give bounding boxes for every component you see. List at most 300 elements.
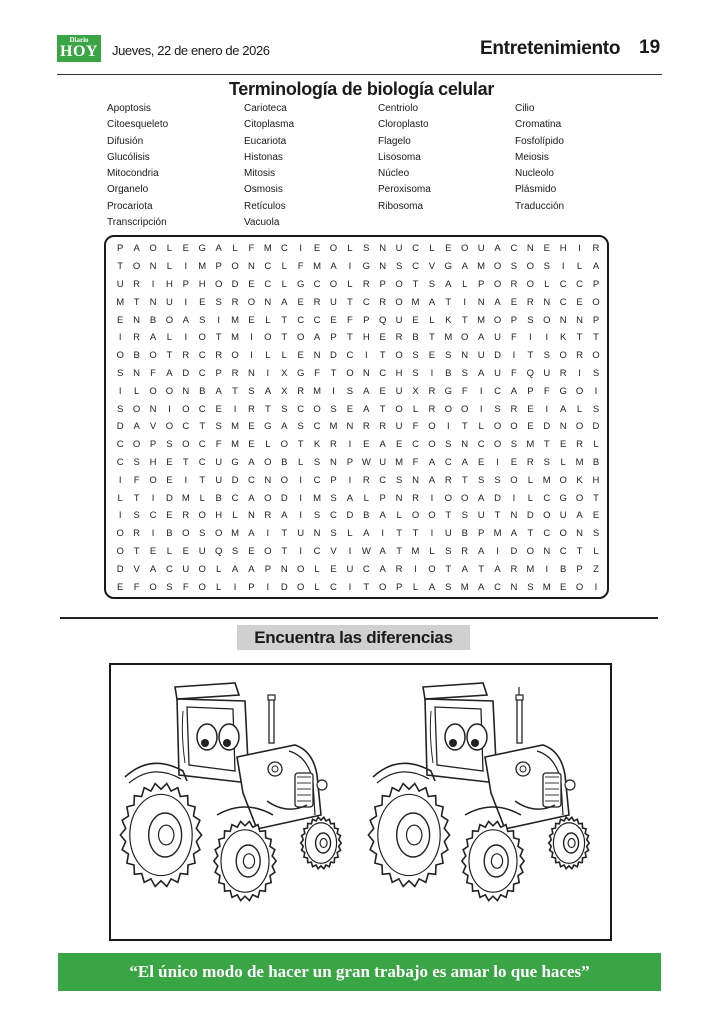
grid-letter: N [559,314,567,326]
grid-letter: M [526,439,535,451]
grid-letter: R [576,350,584,362]
grid-letter: E [166,510,173,522]
grid-letter: L [593,545,599,557]
grid-letter: I [479,385,483,397]
grid-letter: S [592,528,600,540]
grid-letter: I [512,492,516,504]
grid-letter: N [477,296,485,308]
grid-letter: H [592,474,600,486]
grid-letter: R [362,278,370,290]
grid-letter: O [329,243,338,255]
grid-letter: M [263,243,272,255]
grid-letter: A [379,510,386,522]
grid-letter: R [297,385,305,397]
grid-letter: S [297,421,304,433]
grid-letter: I [266,581,270,593]
grid-letter: I [561,261,565,273]
grid-letter: Q [526,367,535,379]
grid-letter: L [232,510,238,522]
grid-letter: P [527,385,534,397]
grid-letter: E [477,456,485,468]
grid-row [112,240,604,258]
grid-letter: O [264,545,272,557]
grid-letter: O [280,474,288,486]
grid-letter: E [363,439,370,451]
grid-letter: S [313,456,321,468]
grid-letter: C [231,492,239,504]
grid-letter: L [576,261,583,273]
grid-letter: L [314,581,320,593]
grid-letter: I [184,332,188,344]
grid-letter: M [411,545,420,557]
grid-letter: O [428,563,436,575]
grid-letter: A [281,421,288,433]
grid-letter: I [250,350,253,362]
grid-letter: O [592,350,600,362]
grid-letter: A [379,563,386,575]
grid-letter: R [231,296,239,308]
grid-letter: K [560,332,567,344]
grid-letter: N [182,385,190,397]
grid-letter: T [379,403,386,415]
wordsearch-word: Transcripción [107,216,167,228]
grid-letter: A [428,456,436,468]
differences-title: Encuentra las diferencias [237,625,470,650]
grid-letter: E [560,439,567,451]
grid-row [112,471,604,489]
grid-letter: M [231,332,239,344]
grid-letter: H [198,278,206,290]
grid-letter: O [165,421,174,433]
grid-row [112,258,604,276]
grid-letter: N [461,439,469,451]
grid-letter: O [116,350,124,362]
wordsearch-word: Nucleolo [515,168,554,179]
grid-letter: N [133,314,141,326]
grid-letter: T [478,563,485,575]
grid-letter: V [428,261,436,273]
grid-letter: S [117,367,124,379]
grid-letter: I [430,492,434,504]
grid-letter: M [477,314,486,326]
grid-letter: F [314,367,320,379]
grid-letter: C [198,456,206,468]
grid-letter: A [248,456,255,468]
grid-letter: E [149,545,157,557]
grid-letter: R [133,528,141,540]
grid-letter: S [428,278,436,290]
grid-letter: I [299,510,302,522]
grid-letter: C [346,350,354,362]
grid-letter: B [133,350,140,362]
grid-letter: I [594,581,598,593]
grid-letter: P [592,278,600,290]
grid-letter: C [182,421,190,433]
grid-letter: N [395,492,403,504]
wordsearch-word: Fosfolípido [515,135,564,147]
grid-letter: N [133,367,141,379]
grid-letter: A [428,474,436,486]
grid-letter: I [299,243,302,255]
wordsearch-word: Vacuola [244,216,280,228]
grid-letter: P [117,243,124,255]
grid-letter: N [280,563,288,575]
grid-letter: O [132,403,141,415]
grid-letter: S [477,474,485,486]
grid-letter: I [545,332,549,344]
grid-letter: N [576,528,584,540]
grid-letter: T [527,350,534,362]
grid-letter: I [299,492,302,504]
grid-letter: T [346,296,353,308]
grid-letter: O [165,314,174,326]
grid-letter: M [198,261,207,273]
grid-letter: O [526,545,535,557]
grid-letter: O [182,528,190,540]
grid-letter: S [330,492,337,504]
grid-letter: A [313,332,321,344]
grid-letter: N [543,296,551,308]
grid-letter: P [363,314,370,326]
grid-letter: I [118,510,122,522]
grid-letter: L [281,350,287,362]
grid-letter: P [346,456,354,468]
grid-letter: I [299,545,302,557]
grid-letter: L [199,492,205,504]
wordsearch-word: Cromatina [515,119,562,131]
grid-letter: U [165,296,173,308]
grid-letter: E [527,421,534,433]
grid-letter: N [313,528,321,540]
grid-letter: S [133,510,140,522]
grid-row [112,454,604,472]
differences-frame [109,663,612,941]
grid-letter: U [182,563,190,575]
grid-letter: L [412,403,419,415]
grid-row [112,382,604,400]
grid-row [112,507,604,525]
diario-hoy-logo [57,35,101,62]
grid-letter: M [313,492,322,504]
grid-letter: O [247,296,256,308]
grid-letter: O [149,385,157,397]
grid-letter: C [330,510,337,522]
grid-letter: I [217,314,220,326]
grid-letter: C [313,545,321,557]
grid-letter: P [248,581,255,593]
grid-letter: O [165,385,174,397]
grid-letter: T [445,510,452,522]
grid-letter: T [199,474,206,486]
grid-letter: T [264,403,271,415]
grid-letter: X [281,385,288,397]
grid-letter: C [198,403,206,415]
grid-letter: O [149,581,157,593]
grid-letter: I [118,332,122,344]
grid-letter: F [461,385,468,397]
grid-letter: R [526,296,534,308]
grid-letter: L [347,278,353,290]
grid-letter: E [560,581,567,593]
grid-letter: M [116,296,125,308]
grid-letter: O [510,421,518,433]
grid-letter: P [477,528,485,540]
quote-banner [58,953,661,991]
grid-letter: M [395,456,404,468]
grid-letter: S [543,261,550,273]
grid-letter: I [496,545,499,557]
grid-letter: S [510,439,518,451]
grid-letter: L [544,278,550,290]
grid-letter: N [379,243,387,255]
grid-letter: E [117,581,124,593]
grid-letter: A [231,563,239,575]
grid-letter: P [149,439,157,451]
grid-letter: R [444,474,452,486]
grid-letter: D [116,421,124,433]
grid-letter: O [116,545,124,557]
grid-letter: E [248,439,255,451]
grid-letter: L [429,314,435,326]
grid-letter: O [526,261,535,273]
grid-letter: T [133,545,140,557]
grid-letter: U [198,545,206,557]
grid-row [112,293,604,311]
grid-letter: T [461,314,468,326]
grid-letter: T [166,350,173,362]
grid-letter: N [461,350,469,362]
grid-letter: C [543,492,551,504]
grid-letter: I [381,528,385,540]
grid-letter: C [576,278,584,290]
wordsearch-word: Citoplasma [244,119,295,131]
grid-letter: Q [214,545,223,557]
issue-date: Jueves, 22 de enero de 2026 [112,43,270,58]
grid-letter: S [412,350,419,362]
grid-letter: D [494,350,501,362]
grid-letter: E [248,314,255,326]
grid-letter: R [133,278,141,290]
grid-letter: L [429,545,435,557]
grid-letter: N [510,510,518,522]
grid-letter: T [281,528,288,540]
grid-letter: R [526,456,534,468]
grid-letter: T [182,456,189,468]
grid-letter: D [280,492,288,504]
grid-letter: S [215,296,222,308]
grid-letter: A [363,403,370,415]
grid-letter: I [168,403,171,415]
grid-letter: T [133,296,140,308]
grid-letter: I [118,385,122,397]
grid-row [112,578,604,596]
grid-letter: E [166,474,173,486]
grid-letter: S [330,403,337,415]
grid-letter: B [199,385,206,397]
grid-letter: C [362,563,370,575]
grid-letter: M [313,385,322,397]
quote-text: “El único modo de hacer un gran trabajo es amar lo que haces” [129,962,590,981]
grid-letter: P [330,332,337,344]
grid-letter: I [479,403,483,415]
grid-letter: S [313,510,321,522]
grid-letter: T [461,474,468,486]
grid-letter: O [264,332,272,344]
grid-letter: F [511,332,517,344]
grid-letter: L [347,528,353,540]
grid-letter: O [280,439,288,451]
grid-letter: P [510,314,518,326]
grid-letter: A [510,528,518,540]
grid-letter: L [265,439,271,451]
grid-row [112,276,604,294]
grid-letter: R [461,545,469,557]
grid-letter: L [166,545,173,557]
grid-letter: F [150,367,156,379]
grid-letter: T [445,563,452,575]
section-divider [60,617,658,619]
grid-row [112,347,604,365]
grid-letter: A [494,563,501,575]
grid-letter: C [313,474,321,486]
grid-letter: W [361,456,371,468]
grid-letter: D [494,492,501,504]
grid-letter: U [330,296,337,308]
grid-row [112,365,604,383]
grid-letter: M [460,581,469,593]
grid-letter: T [363,581,370,593]
grid-letter: F [133,581,140,593]
grid-letter: O [116,528,124,540]
grid-letter: U [444,528,452,540]
grid-letter: E [117,314,124,326]
grid-letter: E [395,439,403,451]
grid-letter: L [215,581,222,593]
grid-letter: W [361,545,371,557]
grid-row [112,489,604,507]
grid-letter: F [346,314,353,326]
grid-letter: C [330,581,337,593]
grid-letter: R [362,421,370,433]
grid-letter: S [363,243,370,255]
grid-letter: N [543,545,551,557]
grid-letter: P [395,581,403,593]
grid-letter: A [477,332,485,344]
grid-letter: E [510,296,518,308]
grid-letter: B [412,332,419,344]
grid-letter: A [477,581,485,593]
grid-letter: L [215,563,222,575]
grid-letter: R [428,403,436,415]
grid-letter: C [297,403,305,415]
grid-letter: A [248,563,255,575]
grid-letter: P [477,278,485,290]
grid-letter: L [281,261,287,273]
grid-letter: N [313,350,321,362]
section-title: Entretenimiento [480,38,621,59]
grid-letter: S [527,314,534,326]
grid-letter: M [477,261,486,273]
grid-letter: A [445,278,452,290]
grid-letter: F [412,456,419,468]
grid-letter: U [477,243,485,255]
grid-letter: R [133,332,141,344]
grid-letter: S [592,367,600,379]
grid-letter: H [215,510,223,522]
grid-letter: R [182,510,190,522]
grid-letter: B [592,456,600,468]
grid-letter: C [149,510,157,522]
grid-letter: R [510,278,518,290]
wordsearch-word: Mitocondria [107,168,159,179]
grid-letter: A [166,367,173,379]
grid-letter: F [215,439,222,451]
grid-letter: O [149,243,157,255]
grid-letter: L [363,492,369,504]
grid-letter: T [543,439,550,451]
grid-letter: A [477,545,485,557]
header-divider [57,74,662,75]
grid-letter: P [215,367,222,379]
grid-letter: B [281,456,288,468]
grid-letter: D [510,545,518,557]
grid-letter: O [411,510,420,522]
grid-letter: O [296,581,305,593]
grid-letter: O [428,510,436,522]
grid-letter: G [231,456,239,468]
grid-letter: M [542,474,551,486]
grid-letter: S [494,403,501,415]
grid-letter: R [576,439,584,451]
grid-letter: O [575,581,584,593]
grid-letter: B [166,528,173,540]
grid-letter: R [379,296,387,308]
grid-letter: I [184,296,188,308]
grid-letter: S [527,581,534,593]
grid-letter: L [527,474,533,486]
grid-letter: T [494,510,501,522]
grid-letter: R [428,385,436,397]
grid-letter: F [412,421,419,433]
grid-letter: H [362,332,370,344]
grid-letter: G [362,261,370,273]
grid-letter: L [265,314,271,326]
grid-letter: O [444,492,453,504]
grid-letter: S [543,456,550,468]
grid-letter: C [412,243,419,255]
grid-letter: F [297,261,304,273]
grid-letter: K [576,474,583,486]
grid-letter: X [412,385,419,397]
grid-letter: O [559,528,567,540]
grid-letter: O [198,510,206,522]
grid-row [112,329,604,347]
grid-letter: E [379,332,386,344]
grid-letter: C [379,474,387,486]
grid-letter: A [281,510,288,522]
grid-letter: O [543,510,551,522]
grid-letter: O [461,243,469,255]
grid-letter: R [395,563,403,575]
grid-letter: N [362,367,370,379]
grid-letter: L [232,243,238,255]
grid-letter: O [231,261,239,273]
grid-letter: D [165,492,173,504]
grid-letter: K [313,439,321,451]
grid-letter: O [493,278,502,290]
grid-letter: L [265,350,271,362]
grid-letter: I [233,403,237,415]
